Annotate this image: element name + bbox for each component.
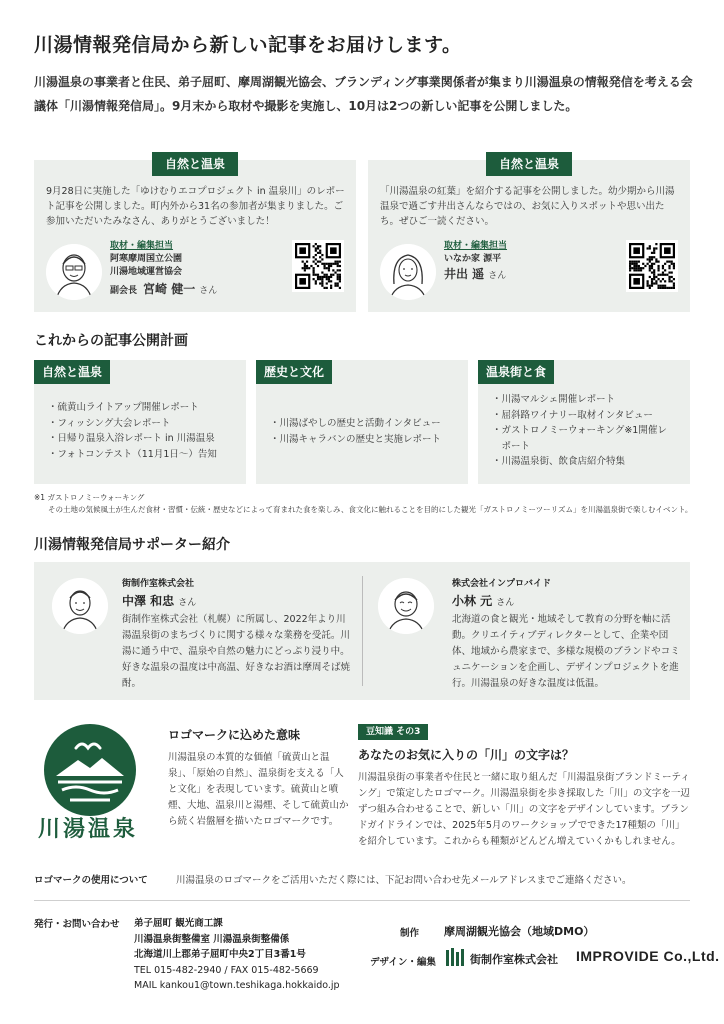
plan-column-1 (34, 360, 246, 484)
article-credit (110, 240, 217, 298)
production-label: 制作 (400, 928, 420, 939)
publisher-line: 川湯温泉街整備室 川湯温泉街整備係 (134, 933, 290, 945)
person-illustration-icon (52, 578, 108, 634)
article-text: 「川湯温泉の紅葉」を紹介する記事を公開しました。幼少期から川湯温泉で過ごす井出さんならではの、お気に入りスポットや思い出たち。ぜひご一読ください。 (380, 186, 675, 227)
publisher-phone: TEL 015-482-2940 / FAX 015-482-5669 (134, 964, 319, 976)
person-illustration-icon (380, 244, 436, 300)
footnote-title: ※1 ガストロノミーウォーキング (34, 493, 145, 502)
usage-text: 川湯温泉のロゴマークをご活用いただく際には、下記お問い合わせ先メールアドレスまでご連絡ください。 (176, 875, 632, 886)
supporter-name: 小林 元 さん (452, 594, 515, 608)
list-item: ・フィッシング大会レポート (48, 417, 171, 429)
supporter-company: 株式会社インプロバイド (452, 579, 552, 589)
publisher-line: 弟子屈町 観光商工課 (134, 918, 223, 929)
publisher-line: 北海道川上郡弟子屈町中央2丁目3番1号 (134, 949, 306, 960)
qr-code-icon[interactable] (626, 240, 678, 292)
improvide-logo: IMPROVIDE Co.,Ltd. (576, 948, 720, 964)
design-label: デザイン・編集 (370, 957, 436, 968)
plan-tag: 温泉街と食 (478, 360, 554, 384)
list-item: ・硫黄山ライトアップ開催レポート (48, 402, 199, 413)
supporter-text: 街制作室株式会社（札幌）に所属し、2022年より川湯温泉街のまちづくりに関する様々な業務を受託。川湯に通う中で、温泉や自然の魅力にどっぷり浸り中。好きな温泉の温度は中高温、好きなお酒は摩周そば焼酎。 (122, 614, 351, 689)
design-company: 街制作室株式会社 (470, 953, 558, 966)
plan-tag: 自然と温泉 (34, 360, 110, 384)
credit-org: 阿寒摩周国立公園 (110, 254, 183, 264)
list-item: ・川湯マルシェ開催レポート (492, 394, 616, 405)
trivia-text: 川湯温泉街の事業者や住民と一緒に取り組んだ「川湯温泉街ブランドミーティング」で策定したロゴマーク。川湯温泉街を歩き採取した「川」の文字を一辺ずつ組み合わせることで、新しい「川」の文字をデザインしています。ブランドガイドラインでは、2025年5月のワークショップでできた17種類の「川」を紹介しています。これからも種類がどんどん増えていくかもしれません。 (358, 772, 690, 847)
credit-role: 取材・編集担当 (110, 241, 174, 251)
article-card-1 (34, 157, 356, 312)
footnote (34, 492, 704, 516)
supporter-name: 中澤 和忠 さん (122, 594, 197, 608)
trivia-tag: 豆知識 その3 (358, 724, 428, 740)
plan-heading: これからの記事公開計画 (34, 333, 188, 349)
divider (34, 900, 690, 901)
article-credit (444, 240, 507, 283)
plan-list (48, 400, 217, 462)
qr-code-icon[interactable] (292, 240, 344, 292)
article-text: 9月28日に実施した「ゆけむりエコプロジェクト in 温泉川」のレポート記事を公開しました。町内外から31名の参加者が集まりました。ご参加いただいたみなさん、ありがとうございました！ (46, 186, 345, 227)
divider (362, 576, 363, 686)
publisher-email[interactable]: MAIL kankou1@town.teshikaga.hokkaido.jp (134, 980, 340, 991)
kawayu-logo-icon (42, 722, 138, 818)
credit-org: 川湯地域運営協会 (110, 267, 183, 277)
machiseisaku-logo-icon (444, 946, 466, 968)
credit-org: いなか家 源平 (444, 254, 502, 264)
trivia-title: あなたのお気に入りの「川」の文字は？ (358, 748, 575, 762)
list-item: ・ガストロノミーウォーキング※1開催レ (492, 425, 667, 436)
credit-name: 宮崎 健一 (143, 282, 196, 296)
plan-column-2 (256, 360, 468, 484)
credit-suffix: さん (488, 271, 507, 281)
list-item: ・川湯ばやしの歴史と活動インタビュー (270, 418, 441, 429)
supporter-text: 北海道の食と観光・地域そして教育の分野を軸に活動。クリエイティブディレクターとして、企業や団体、地域から農家まで、多様な規模のブランドやコミュニケーションを企画し、デザインプロジェクトを進行。川湯温泉の好きな温度は低温。 (452, 614, 680, 689)
person-illustration-icon (378, 578, 434, 634)
credit-title: 副会長 (110, 286, 138, 296)
credit-suffix: さん (199, 286, 218, 296)
list-item: ・川湯温泉街、飲食店紹介特集 (492, 456, 626, 467)
page-title: 川湯情報発信局から新しい記事をお届けします。 (34, 34, 462, 56)
usage-label: ロゴマークの使用について (34, 875, 148, 886)
production-name: 摩周湖観光協会（地域DMO） (444, 925, 595, 938)
publisher-label: 発行・お問い合わせ (34, 919, 120, 930)
supporter-company: 街制作室株式会社 (122, 579, 195, 589)
publisher-info (134, 916, 340, 994)
supporters-heading: 川湯情報発信局サポーター紹介 (34, 537, 230, 553)
avatar (380, 244, 436, 300)
plan-column-3 (478, 360, 690, 484)
plan-tag: 歴史と文化 (256, 360, 332, 384)
person-illustration-icon (46, 244, 102, 300)
list-item: ・日帰り温泉入浴レポート in 川湯温泉 (48, 433, 215, 444)
supporters-card (34, 562, 690, 700)
logo-wordmark: 川湯温泉 (38, 817, 139, 842)
credit-name: 井出 遥 (444, 267, 485, 281)
list-item: ・川湯キャラバンの歴史と実施レポート (270, 433, 442, 445)
footnote-text: その土地の気候風土が生んだ食材・習慣・伝統・歴史などによって育まれた食を楽しみ、食文化に触れることを目的にした観光「ガストロノミーツーリズム」を川湯温泉街で楽しむイベント。 (48, 505, 693, 514)
list-item: ・屈斜路ワイナリー取材インタビュー (492, 409, 653, 421)
article-tag: 自然と温泉 (486, 152, 572, 176)
credit-role: 取材・編集担当 (444, 241, 508, 251)
list-item: ポート (492, 440, 531, 452)
logo-meaning-text: 川湯温泉の本質的な価値「硫黄山と温泉」、「原始の自然」、温泉街を支える「人と文化」を表現しています。硫黄山と噴煙、大地、温泉川と湯煙、そして硫黄山から続く岩盤層を描いたロゴマークです。 (168, 752, 349, 827)
article-tag: 自然と温泉 (152, 152, 238, 176)
logo-meaning-title: ロゴマークに込めた意味 (168, 728, 301, 742)
list-item: ・フォトコンテスト（11月1日〜）告知 (48, 448, 217, 460)
article-card-2 (368, 157, 690, 312)
plan-list (270, 416, 441, 447)
avatar (52, 578, 108, 634)
plan-list (492, 392, 667, 470)
intro-text: 川湯温泉の事業者と住民、弟子屈町、摩周湖観光協会、ブランディング事業関係者が集まり川湯温泉の情報発信を考える会議体「川湯情報発信局」。9月末から取材や撮影を実施し、10月は2つの新しい記事を公開しました。 (34, 75, 693, 113)
avatar (46, 244, 102, 300)
avatar (378, 578, 434, 634)
